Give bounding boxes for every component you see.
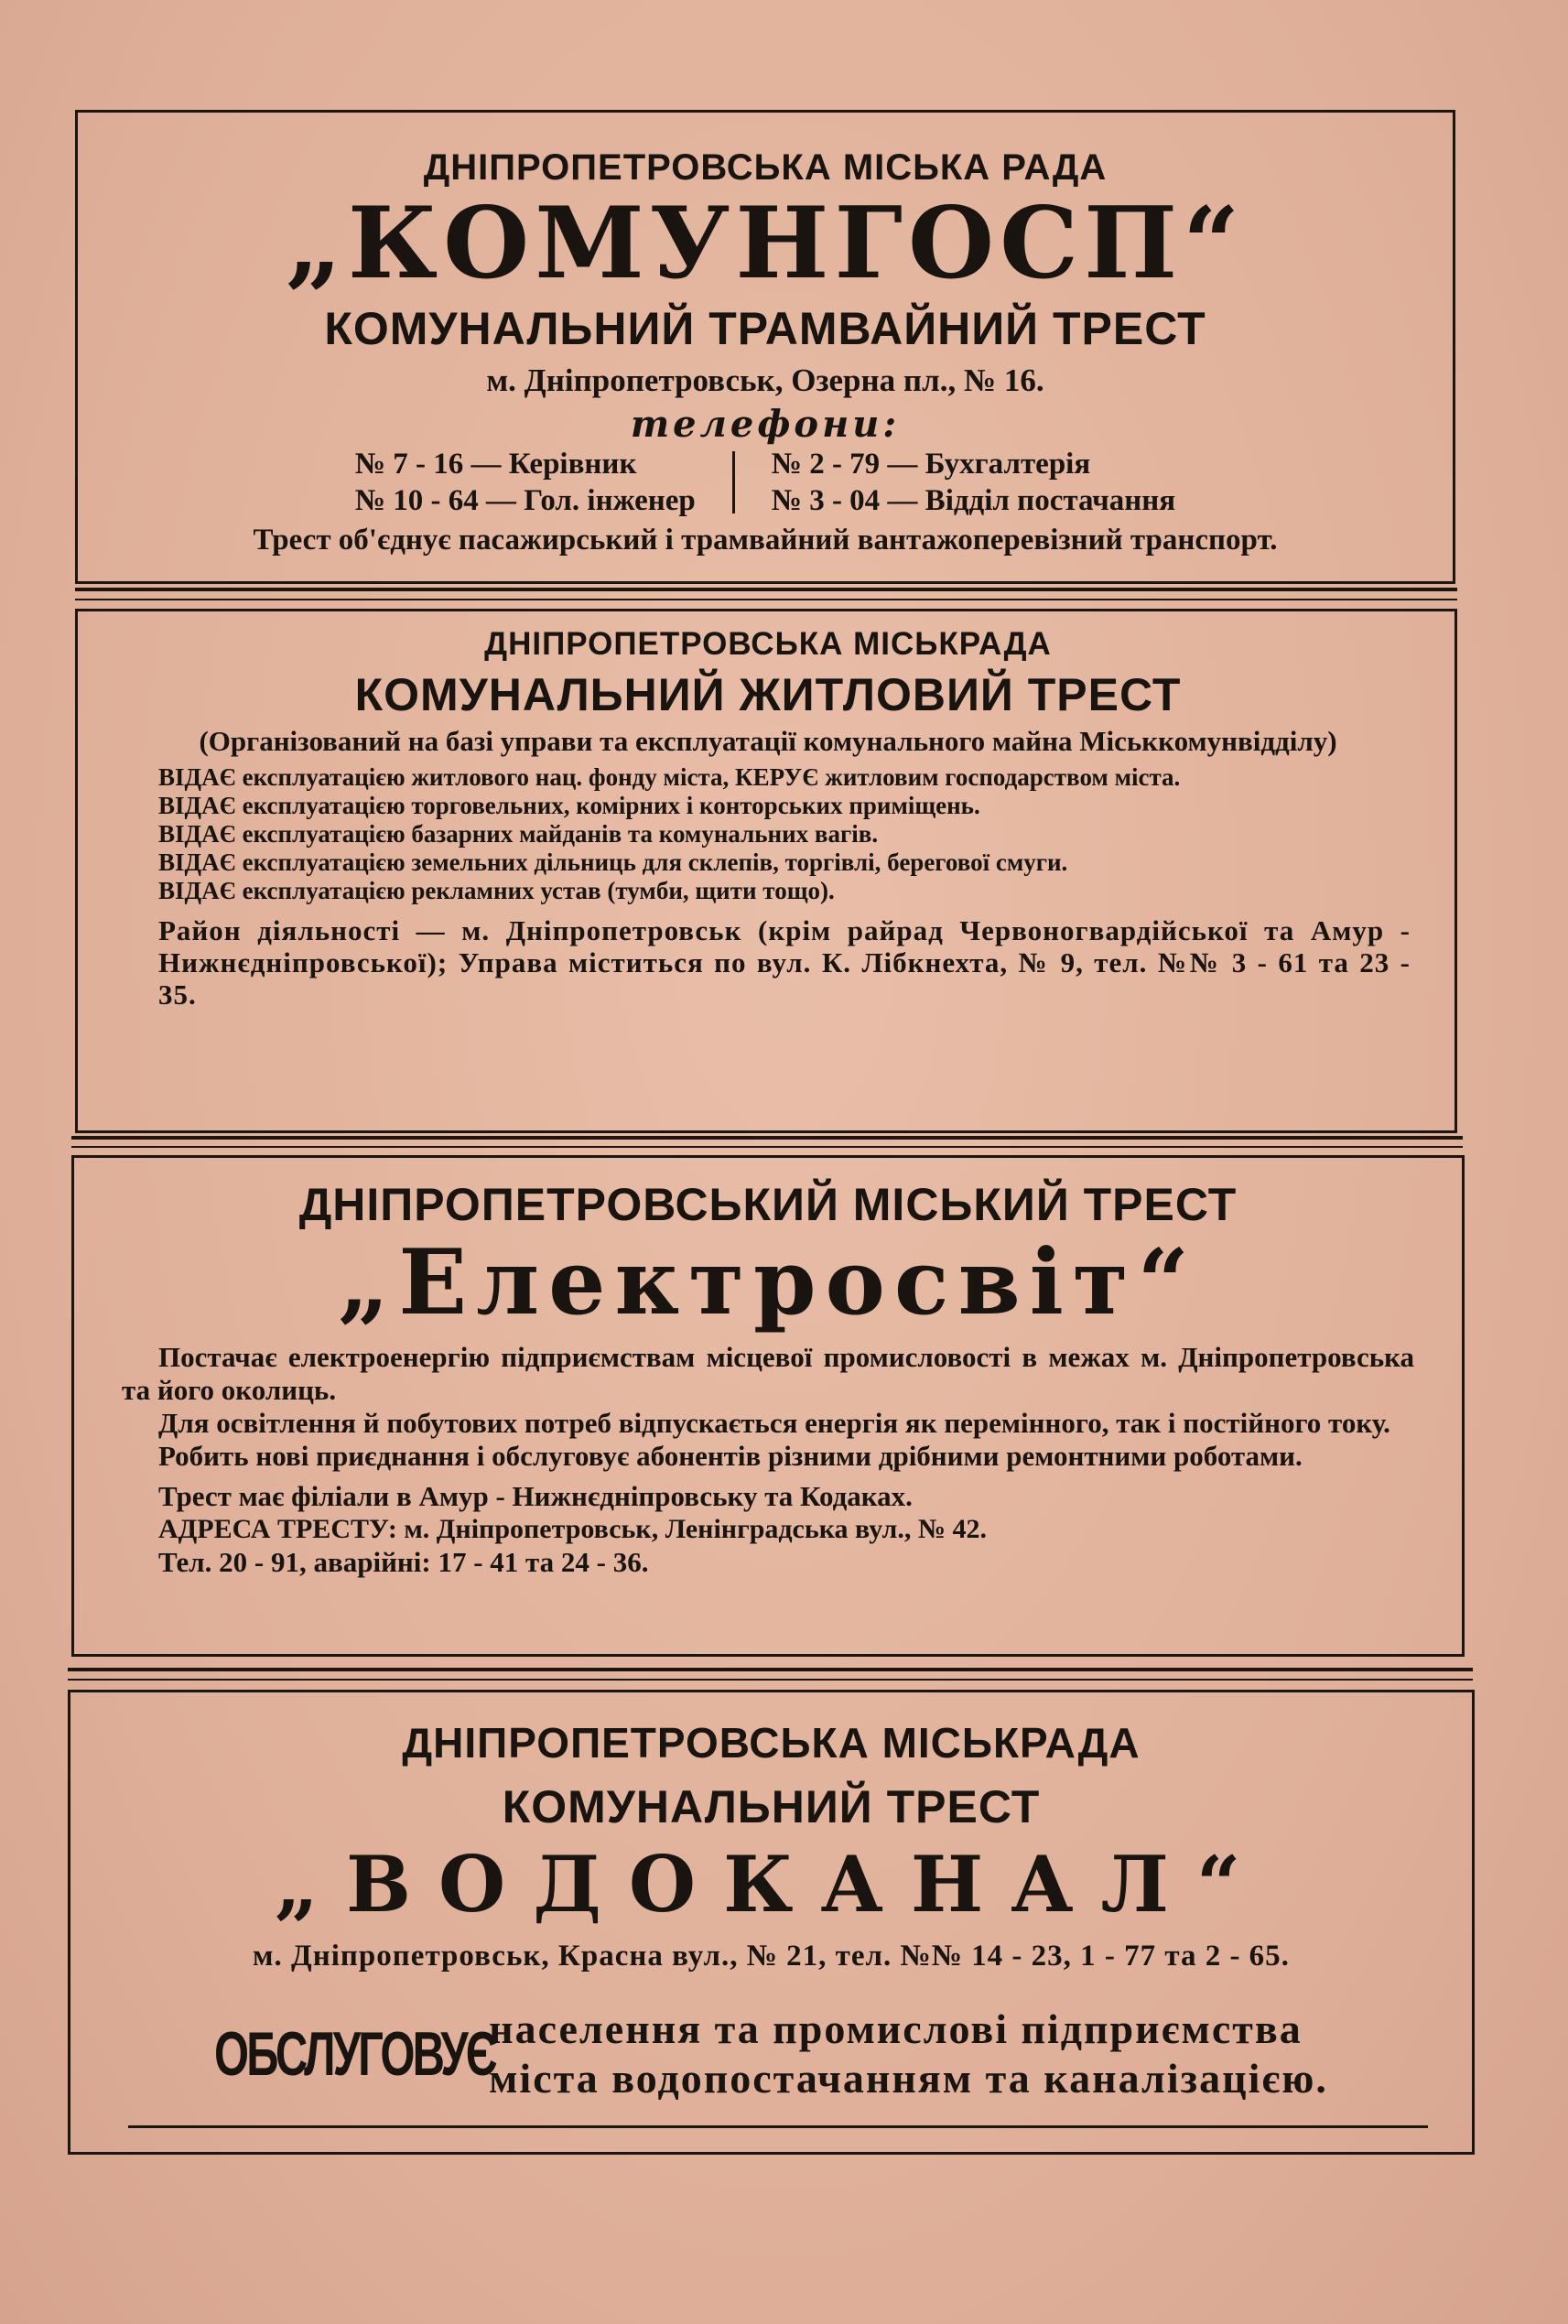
address: м. Дніпропетровськ, Озерна пл., № 16. xyxy=(486,362,1044,398)
phones-divider xyxy=(732,451,735,513)
phone-entry: № 7 - 16 — Керівник xyxy=(354,448,637,481)
phones-right xyxy=(772,446,1175,519)
duties-list xyxy=(125,763,1411,905)
phone-entry: № 2 - 79 — Бухгалтерія xyxy=(771,448,1091,481)
ad-vodokanal xyxy=(68,1690,1475,2155)
serves-word: ОБСЛУГОВУЄ xyxy=(214,2019,495,2089)
ad-housing-trust xyxy=(75,609,1457,1133)
phone-entry: № 3 - 04 — Відділ постачання xyxy=(771,484,1176,517)
phones-left xyxy=(355,446,696,519)
duty-item: ВІДАЄ експлуатацією рекламних устав (тумби, щити тощо). xyxy=(158,877,835,904)
serves-block xyxy=(116,2005,1426,2103)
organized-note: (Організований на базі управи та експлуатації комунального майна Міськкомунвідділу) xyxy=(199,725,1337,757)
underline-rule xyxy=(128,2125,1428,2128)
trust-note: Трест об'єднує пасажирський і трамвайний вантажоперевізний транспорт. xyxy=(253,524,1278,557)
district-note: Район діяльності — м. Дніпропетровськ (крім райрад Червоногвардійської та Амур - Нижнєдніпровської); Управа міститься по вул. К. Лібкнехта, № 9, тел. №№ 3 - 61 та 23 - 35. xyxy=(158,914,1411,1011)
council-heading: ДНІПРОПЕТРОВСЬКА МІСЬКА РАДА xyxy=(423,147,1108,188)
council-heading: ДНІПРОПЕТРОВСЬКА МІСЬКРАДА xyxy=(484,626,1052,662)
council-heading: ДНІПРОПЕТРОВСЬКА МІСЬКРАДА xyxy=(402,1719,1141,1767)
serves-line: міста водопостачанням та каналізацією. xyxy=(489,2055,1328,2102)
separator-rule xyxy=(75,599,1457,600)
paragraph: Постачає електроенергію підприємствам місцевої промисловості в межах м. Дніпропетровська та його околиць. xyxy=(122,1341,1414,1406)
separator-rule xyxy=(71,1146,1463,1148)
separator-rule xyxy=(71,1136,1463,1140)
duty-item: ВІДАЄ експлуатацією земельних дільниць для склепів, торгівлі, берегової смуги. xyxy=(158,849,1068,876)
paragraph: Для освітлення й побутових потреб відпускається енергія як перемінного, так і постійного току. xyxy=(158,1407,1390,1439)
phones-list xyxy=(78,446,1453,519)
trust-description xyxy=(122,1341,1414,1579)
trust-name: „Електросвіт“ xyxy=(338,1230,1198,1335)
trust-subtitle: КОМУНАЛЬНИЙ ТРЕСТ xyxy=(502,1781,1041,1832)
address: м. Дніпропетровськ, Красна вул., № 21, тел. №№ 14 - 23, 1 - 77 та 2 - 65. xyxy=(253,1940,1290,1973)
ad-komunhosp xyxy=(75,110,1455,584)
paragraph: Трест має філіали в Амур - Нижнєдніпровську та Кодаках. xyxy=(158,1480,913,1512)
serves-line: населення та промислові підприємства xyxy=(489,2005,1303,2052)
duty-item: ВІДАЄ експлуатацією житлового нац. фонду міста, КЕРУЄ житловим господарством міста. xyxy=(158,763,1181,791)
phones-heading: телефони: xyxy=(630,403,901,446)
trust-subtitle: ДНІПРОПЕТРОВСЬКИЙ МІСЬКИЙ ТРЕСТ xyxy=(298,1179,1238,1230)
separator-rule xyxy=(68,1679,1473,1681)
duty-item: ВІДАЄ експлуатацією торговельних, комірних і конторських приміщень. xyxy=(158,792,980,819)
trust-address: АДРЕСА ТРЕСТУ: м. Дніпропетровськ, Ленінградська вул., № 42. xyxy=(158,1514,987,1544)
duty-item: ВІДАЄ експлуатацією базарних майданів та комунальних вагів. xyxy=(158,820,879,848)
serves-text xyxy=(489,2005,1328,2103)
separator-rule xyxy=(75,588,1457,591)
ad-elektrosvit xyxy=(71,1155,1465,1657)
phone-entry: № 10 - 64 — Гол. інженер xyxy=(354,484,696,517)
trust-subtitle: КОМУНАЛЬНИЙ ТРАМВАЙНИЙ ТРЕСТ xyxy=(324,303,1206,354)
trust-name: „КОМУНГОСП“ xyxy=(285,186,1246,301)
trust-subtitle: КОМУНАЛЬНИЙ ЖИТЛОВИЙ ТРЕСТ xyxy=(354,669,1182,720)
separator-rule xyxy=(68,1668,1473,1671)
paragraph: Робить нові приєднання і обслуговує абонентів різними дрібними ремонтними роботами. xyxy=(158,1440,1303,1472)
trust-phones: Тел. 20 - 91, аварійні: 17 - 41 та 24 - 36. xyxy=(158,1546,649,1578)
trust-name: „ВОДОКАНАЛ“ xyxy=(274,1839,1269,1929)
